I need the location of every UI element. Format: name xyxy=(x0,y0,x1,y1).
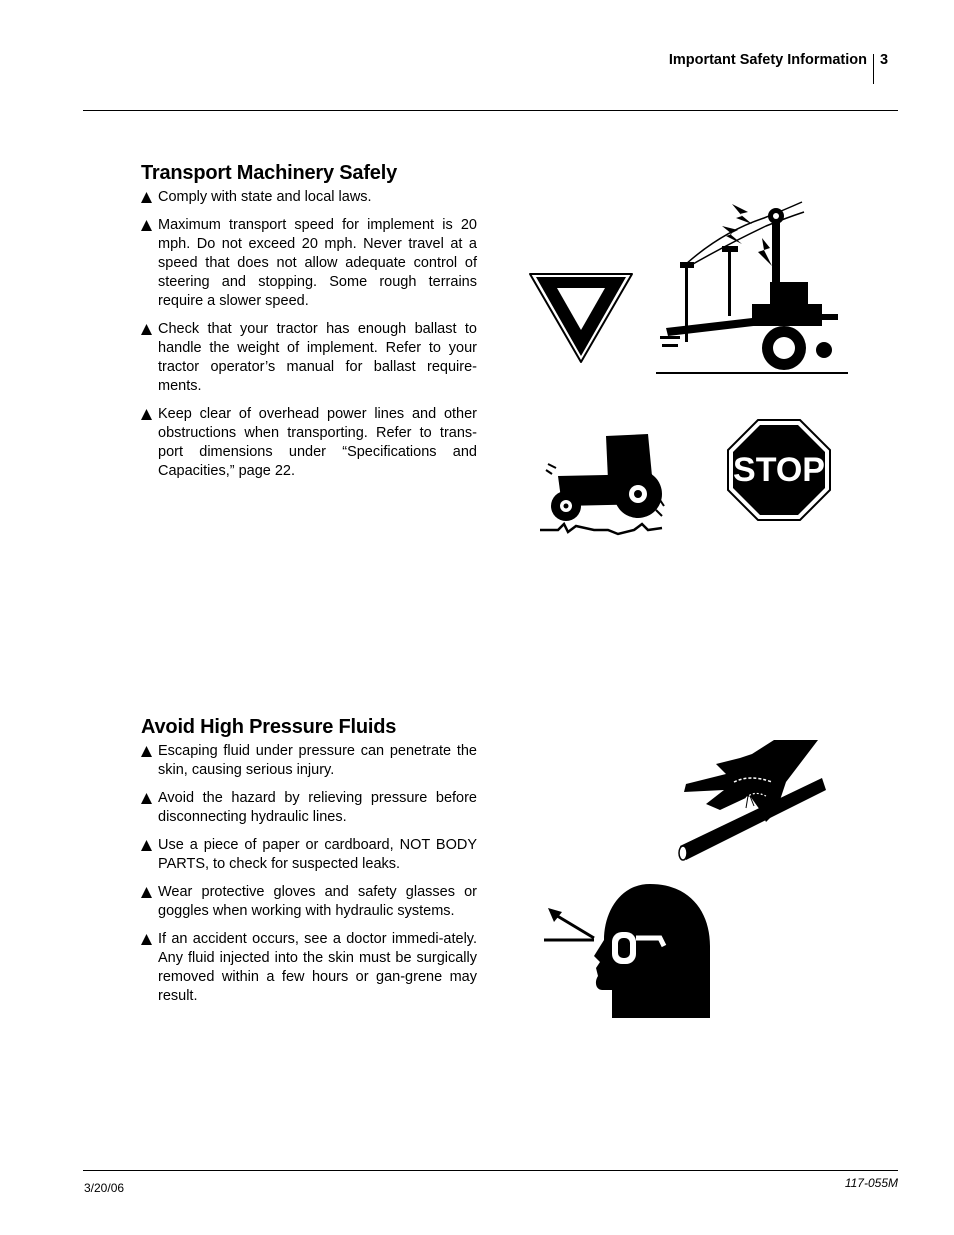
list-item: Maximum transport speed for implement is 20 mph. Do not exceed 20 mph. Never travel at a speed that does not allow adequate control of steering and stopping. Some rough terrains require a slower speed. xyxy=(141,216,477,311)
tractor-rough-terrain-icon xyxy=(538,430,666,538)
list-item: Wear protective gloves and safety glasses or goggles when working with hydraulic systems. xyxy=(141,883,477,921)
header-title: Important Safety Information xyxy=(668,52,867,68)
header-separator xyxy=(873,54,874,84)
header-rule xyxy=(83,110,898,111)
list-item: Comply with state and local laws. xyxy=(141,188,477,207)
section-transport-machinery xyxy=(141,162,477,490)
list-item: Check that your tractor has enough ballast to handle the weight of implement. Refer to your tractor operator’s manual for ballast require-ments. xyxy=(141,320,477,396)
footer-date: 3/20/06 xyxy=(84,1181,125,1195)
list-item: Escaping fluid under pressure can penetrate the skin, causing serious injury. xyxy=(141,742,477,780)
stop-sign-icon xyxy=(726,418,832,522)
triangle-bullet-icon xyxy=(141,793,152,804)
triangle-bullet-icon xyxy=(141,220,152,231)
list-item: If an accident occurs, see a doctor immedi-ately. Any fluid injected into the skin must be surgically removed within a few hours or gan-grene may result. xyxy=(141,930,477,1006)
triangle-bullet-icon xyxy=(141,840,152,851)
list-item: Avoid the hazard by relieving pressure before disconnecting hydraulic lines. xyxy=(141,789,477,827)
page-number: 3 xyxy=(880,52,889,68)
hand-fluid-injection-icon xyxy=(676,738,828,864)
triangle-bullet-icon xyxy=(141,324,152,335)
section-high-pressure-fluids xyxy=(141,716,477,1015)
section-title: Avoid High Pressure Fluids xyxy=(141,716,397,738)
triangle-bullet-icon xyxy=(141,934,152,945)
section-title: Transport Machinery Safely xyxy=(141,162,398,184)
triangle-bullet-icon xyxy=(141,887,152,898)
yield-sign-icon xyxy=(527,270,635,366)
head-safety-glasses-icon xyxy=(540,882,714,1020)
triangle-bullet-icon xyxy=(141,192,152,203)
triangle-bullet-icon xyxy=(141,409,152,420)
list-item: Keep clear of overhead power lines and other obstructions when transporting. Refer to trans-port dimensions under “Specifications and Capacities,” page 22. xyxy=(141,405,477,481)
list-item: Use a piece of paper or cardboard, NOT BODY PARTS, to check for suspected leaks. xyxy=(141,836,477,874)
power-line-implement-icon xyxy=(652,196,852,378)
triangle-bullet-icon xyxy=(141,746,152,757)
stop-sign-text: STOP xyxy=(733,451,825,489)
footer-doc-code: 117-055M xyxy=(844,1176,898,1190)
footer-rule xyxy=(83,1170,898,1171)
bullet-list xyxy=(141,742,477,1006)
bullet-list xyxy=(141,188,477,481)
